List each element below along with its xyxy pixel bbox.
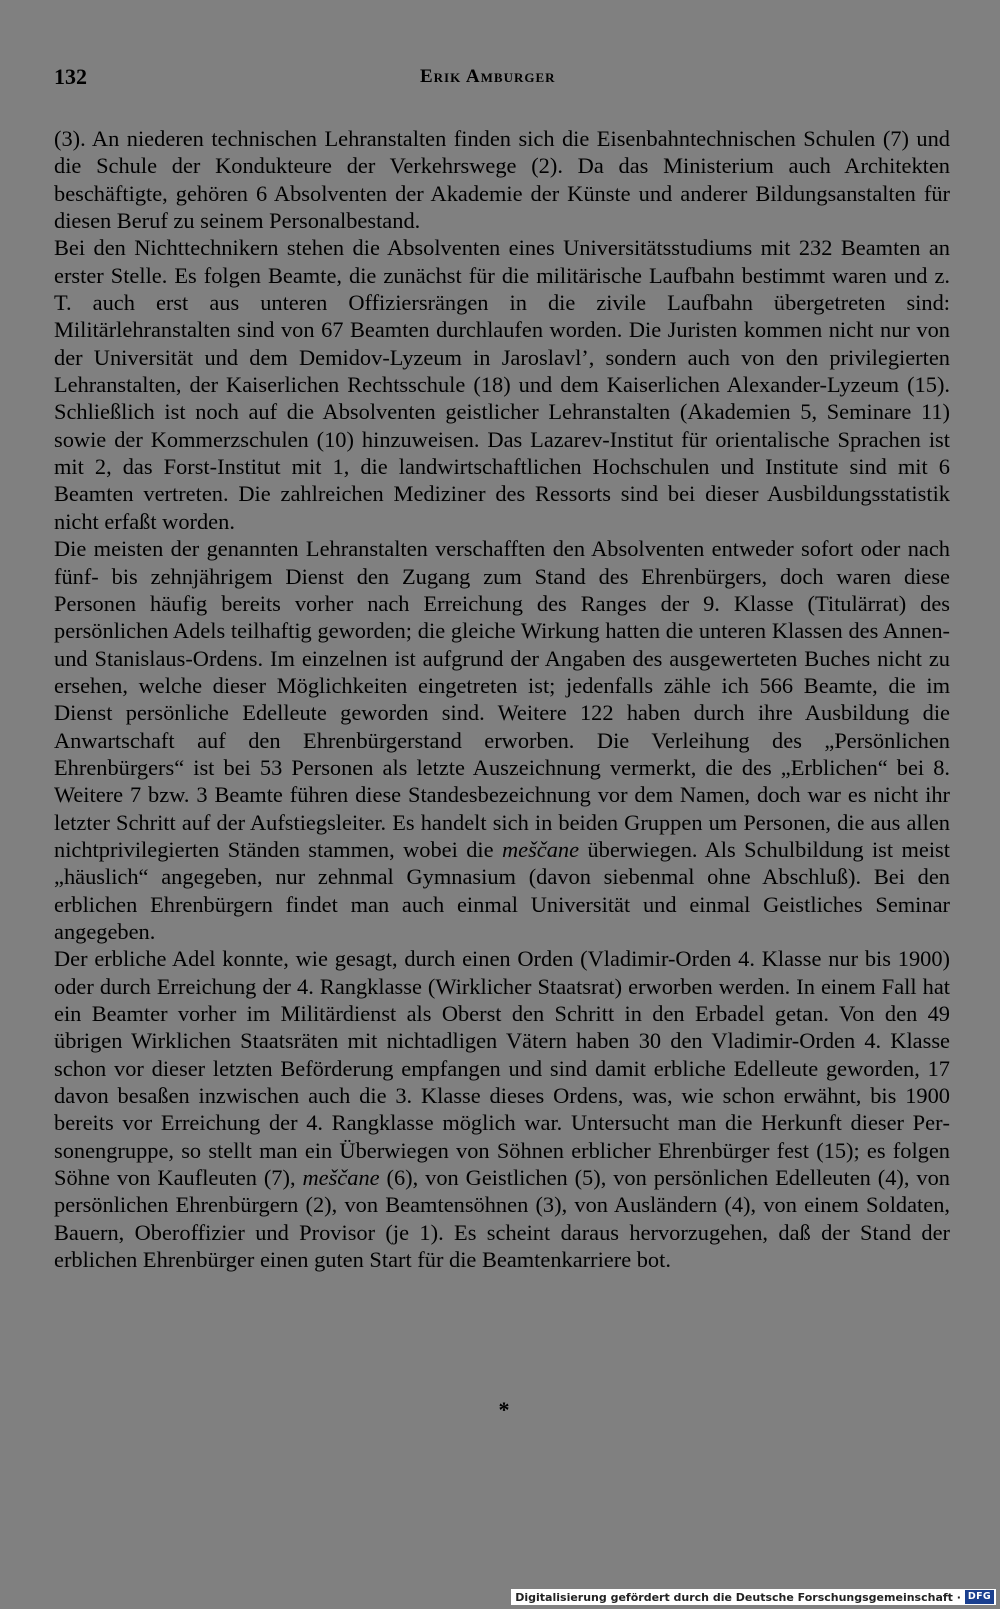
paragraph-3-text: Die meisten der genannten Lehranstalten verschafften den Absolventen entweder sofort oder nach fünf- bis zehnjährigem Dienst den Zugang zum Stand des Ehrenbürgers, doch waren diese Personen häufig bereits vorher nach Erreichung des Ranges der 9. Klasse (Titulärrat) des persönlichen Adels teilhaftig geworden; die gleiche Wirkung hatten die unteren Klassen des Annen- und Stanislaus-Ordens. Im einzelnen ist aufgrund der Angaben des ausgewerteten Buches nicht zu ersehen, welche dieser Möglichkeiten eingetreten ist; jedenfalls zähle ich 566 Beamte, die im Dienst persönliche Edelleute geworden sind. Weitere 122 haben durch ihre Ausbildung die Anwartschaft auf den Ehrenbürgerstand erworben. Die Verleihung des „Persönlichen Ehrenbürgers“ ist bei 53 Personen als letzte Auszeichnung vermerkt, die des „Erblichen“ bei 8. Weitere 7 bzw. 3 Beamte führen diese Standesbezeichnung vor dem Namen, doch war es nicht ihr letzter Schritt auf der Aufstiegsleiter. Es handelt sich in beiden Gruppen um Personen, die aus allen nichtprivilegierten Ständen stammen, wobei die bbox=[54, 536, 950, 862]
paragraph-3-italic-term: meščane bbox=[501, 836, 580, 862]
paragraph-2: Bei den Nichttechnikern stehen die Absolventen eines Universitätsstudiums mit 232 Beamten an erster Stelle. Es folgen Beamte, die zunächst für die militärische Laufbahn bestimmt waren und z. T. auch erst aus unteren Offiziersrängen in die zivile Laufbahn übergetreten sind: Militärlehranstalten sind von 67 Beamten durchlaufen worden. Die Juristen kommen nicht nur von der Universität und dem Demidov-Lyzeum in Jaroslavl’, sondern auch von den privilegierten Lehranstalten, der Kaiserlichen Rechtsschule (18) und dem Kaiserlichen Alexander-Lyzeum (15). Schließlich ist noch auf die Absolventen geistlicher Lehranstalten (Akademien 5, Seminare 11) sowie der Kommerzschulen (10) hinzuweisen. Das Lazarev-Institut für orientalische Sprachen ist mit 2, das Forst-Institut mit 1, die landwirtschaftlichen Hochschulen und Institute sind mit 6 Beamten vertreten. Die zahlreichen Mediziner des Ressorts sind bei dieser Ausbildungsstatistik nicht erfaßt worden. bbox=[54, 235, 950, 534]
footer-text: Digitalisierung gefördert durch die Deutsche Forschungsgemeinschaft · bbox=[515, 1590, 961, 1604]
paragraph-4-text: Der erbliche Adel konnte, wie gesagt, durch einen Orden (Vladimir-Orden 4. Klasse nur bis 1900) oder durch Erreichung der 4. Rangklasse (Wirklicher Staatsrat) erworben werden. In einem Fall hat ein Beamter vorher im Militärdienst als Oberst den Schritt in den Erbadel getan. Von den 49 übrigen Wirklichen Staatsräten mit nichtadligen Vätern haben 30 den Vladimir-Orden 4. Klasse schon vor dieser letzten Beförderung empfangen und sind damit erbliche Edelleute geworden, 17 davon besaßen inzwischen auch die 3. Klasse dieses Ordens, was, wie schon erwähnt, bis 1900 bereits vor Erreichung der 4. Rangklasse möglich war. Untersucht man die Herkunft dieser Personengruppe, so stellt man ein Überwiegen von Söhnen erblicher Ehrenbürger fest (15); es folgen Söhne von Kaufleuten (7), bbox=[54, 946, 950, 1191]
paragraph-1: (3). An niederen technischen Lehranstalten finden sich die Eisenbahntechnischen Schulen (7) und die Schule der Kondukteure der Verkehrswege (2). Da das Ministerium auch Architekten beschäftigte, gehören 6 Absolventen der Akademie der Künste und anderer Bildungsanstalten für diesen Beruf zu seinem Personalbestand. bbox=[54, 126, 950, 234]
digitization-footer bbox=[511, 1589, 996, 1605]
paragraph-4-continuation: (6), von Geistlichen (5), von persönlichen Edelleuten (4), von persönlichen Ehrenbürgern (2), von Beamtensöhnen (3), von Ausländern (4), von einem Soldaten, Bauern, Oberoffizier und Provisor (je 1). Es scheint daraus hervorzugehen, daß der Stand der erblichen Ehrenbürger einen guten Start für die Beamtenkarriere bot. bbox=[54, 1165, 950, 1273]
running-head: Erik Amburger bbox=[420, 66, 556, 87]
dfg-logo-icon: DFG bbox=[965, 1590, 994, 1604]
paragraph-3-continuation: überwiegen. Als Schulbildung ist meist „häuslich“ angegeben, nur zehnmal Gymnasium (davon siebenmal ohne Abschluß). Bei den erblichen Ehrenbürgern findet man auch einmal Universität und einmal Geistliches Seminar angegeben. bbox=[54, 836, 950, 944]
paragraph-4-italic-term: meščane bbox=[302, 1165, 380, 1191]
page-header bbox=[54, 64, 950, 98]
paragraph-3 bbox=[54, 535, 950, 945]
page-number: 132 bbox=[54, 64, 87, 89]
body-text bbox=[54, 125, 950, 1273]
paragraph-4 bbox=[54, 945, 950, 1273]
section-separator: * bbox=[498, 1397, 510, 1422]
